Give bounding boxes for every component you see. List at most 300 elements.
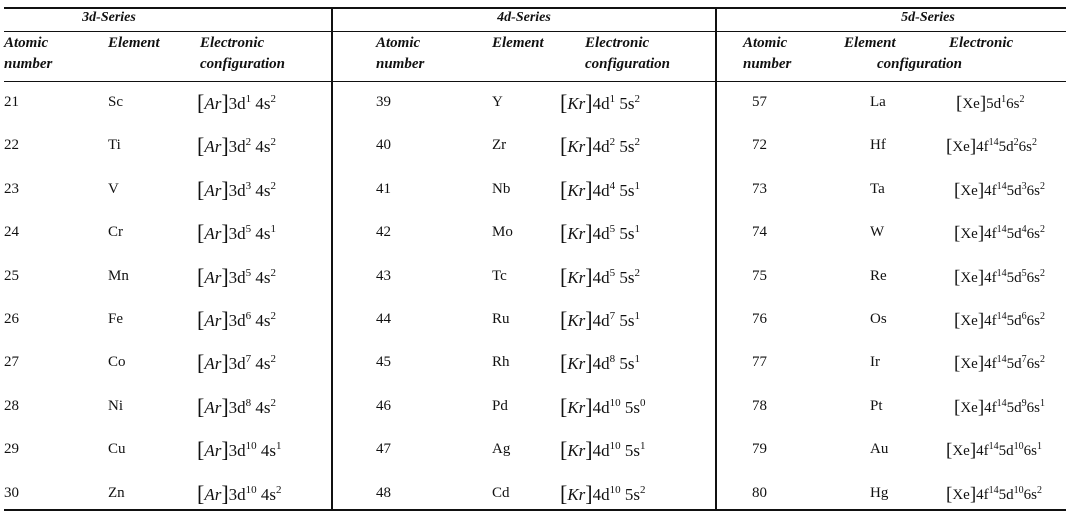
electronic-configuration bbox=[946, 483, 1042, 505]
electronic-configuration bbox=[197, 480, 282, 506]
top-rule bbox=[4, 7, 1066, 9]
f-orbital: 4f bbox=[984, 356, 997, 373]
d-orbital: 5d bbox=[1006, 313, 1022, 329]
d-orbital: 4d bbox=[592, 484, 610, 504]
atomic-number: 80 bbox=[752, 484, 767, 501]
f-count: 14 bbox=[996, 267, 1007, 279]
bracket-open: [ bbox=[197, 437, 205, 463]
core-symbol: Ar bbox=[204, 267, 222, 287]
s-count: 2 bbox=[276, 483, 282, 496]
element-symbol: Zn bbox=[108, 484, 125, 501]
bracket-open: [ bbox=[560, 480, 568, 506]
atomic-number: 25 bbox=[4, 267, 19, 284]
atomic-number: 26 bbox=[4, 311, 19, 327]
d-count: 5 bbox=[245, 266, 252, 279]
s-count: 2 bbox=[270, 396, 277, 409]
atomic-number: 30 bbox=[4, 484, 19, 501]
bracket-open: [ bbox=[560, 393, 568, 419]
bracket-open: [ bbox=[197, 176, 205, 202]
core-symbol: Xe bbox=[960, 399, 978, 416]
d-orbital: 4d bbox=[592, 311, 610, 330]
col-header-atomic-number-5d bbox=[743, 33, 791, 75]
d-orbital: 4d bbox=[592, 224, 610, 244]
col-header-config-3d bbox=[200, 33, 285, 75]
s-orbital: 4s bbox=[255, 354, 271, 374]
d-count: 10 bbox=[609, 396, 621, 409]
element-symbol: Hf bbox=[870, 137, 886, 154]
f-orbital: 4f bbox=[984, 313, 997, 329]
s-count: 2 bbox=[270, 310, 277, 322]
bracket-close: ] bbox=[585, 307, 593, 332]
f-count: 14 bbox=[996, 311, 1007, 322]
s-orbital: 5s bbox=[619, 94, 635, 113]
s-orbital: 4s bbox=[255, 137, 271, 157]
d-orbital: 5d bbox=[1006, 269, 1022, 286]
core-symbol: Ar bbox=[204, 484, 222, 504]
bracket-open: [ bbox=[197, 133, 205, 159]
s-orbital: 6s bbox=[1026, 356, 1040, 373]
bracket-close: ] bbox=[221, 133, 229, 159]
bracket-close: ] bbox=[585, 176, 593, 202]
f-count: 14 bbox=[996, 354, 1007, 366]
d-orbital: 5d bbox=[998, 486, 1014, 503]
electronic-configuration bbox=[560, 480, 646, 506]
header-line: Atomic bbox=[743, 35, 788, 51]
atomic-number: 72 bbox=[752, 137, 767, 154]
electronic-configuration bbox=[954, 396, 1045, 418]
bracket-close: ] bbox=[221, 480, 229, 506]
core-symbol: Kr bbox=[567, 267, 586, 287]
element-symbol: Mn bbox=[108, 267, 129, 284]
d-count: 4 bbox=[1021, 224, 1027, 236]
element-symbol: Ni bbox=[108, 397, 123, 414]
element-symbol: Ag bbox=[492, 441, 511, 458]
d-count: 1 bbox=[245, 93, 252, 105]
element-symbol: Mo bbox=[492, 224, 513, 241]
s-orbital: 6s bbox=[1026, 399, 1040, 416]
f-orbital: 4f bbox=[976, 139, 989, 156]
atomic-number: 75 bbox=[752, 267, 767, 284]
core-symbol: Ar bbox=[204, 354, 222, 374]
core-symbol: Kr bbox=[567, 94, 586, 113]
electronic-configuration bbox=[954, 266, 1045, 288]
bracket-close: ] bbox=[979, 93, 987, 114]
bracket-close: ] bbox=[221, 437, 229, 463]
bracket-open: [ bbox=[954, 353, 961, 375]
bracket-close: ] bbox=[585, 220, 593, 246]
bracket-close: ] bbox=[221, 90, 229, 115]
atomic-number: 44 bbox=[376, 311, 391, 327]
core-symbol: Kr bbox=[567, 397, 586, 417]
electronic-configuration bbox=[197, 219, 276, 245]
d-orbital: 5d bbox=[1006, 356, 1022, 373]
s-count: 2 bbox=[634, 93, 640, 105]
atomic-number: 27 bbox=[4, 354, 19, 371]
f-orbital: 4f bbox=[984, 182, 997, 199]
atomic-number: 45 bbox=[376, 354, 391, 371]
electronic-configuration bbox=[954, 179, 1045, 201]
bracket-open: [ bbox=[954, 310, 961, 331]
d-orbital: 3d bbox=[228, 441, 246, 461]
core-symbol: Kr bbox=[567, 441, 586, 461]
f-orbital: 4f bbox=[976, 486, 989, 503]
atomic-number: 76 bbox=[752, 311, 767, 327]
bracket-open: [ bbox=[946, 440, 953, 462]
d-orbital: 5d bbox=[1006, 182, 1022, 199]
d-count: 10 bbox=[609, 440, 621, 453]
bracket-open: [ bbox=[954, 266, 961, 288]
bracket-open: [ bbox=[560, 90, 568, 115]
bracket-open: [ bbox=[197, 220, 205, 246]
atomic-number: 43 bbox=[376, 267, 391, 284]
d-count: 1 bbox=[1001, 94, 1007, 105]
d-orbital: 4d bbox=[592, 94, 610, 113]
bracket-close: ] bbox=[969, 483, 977, 505]
element-symbol: Ir bbox=[870, 354, 880, 371]
core-symbol: Ar bbox=[204, 441, 222, 461]
s-orbital: 5s bbox=[619, 180, 635, 200]
electronic-configuration bbox=[197, 306, 276, 332]
bracket-close: ] bbox=[221, 220, 229, 246]
col-header-config-5d: Electronic bbox=[949, 35, 1014, 51]
element-symbol: Pt bbox=[870, 397, 883, 414]
d-count: 10 bbox=[1013, 441, 1024, 453]
s-count: 2 bbox=[1037, 484, 1042, 496]
s-orbital: 6s bbox=[1023, 443, 1037, 460]
f-count: 14 bbox=[988, 441, 999, 453]
col-header-atomic-number-4d bbox=[376, 33, 424, 75]
atomic-number: 39 bbox=[376, 94, 391, 110]
s-orbital: 6s bbox=[1026, 226, 1040, 243]
core-symbol: Xe bbox=[960, 182, 978, 199]
bracket-open: [ bbox=[954, 223, 961, 245]
header-line: number bbox=[743, 56, 792, 72]
d-orbital: 5d bbox=[986, 96, 1002, 112]
bracket-close: ] bbox=[585, 133, 593, 159]
s-orbital: 5s bbox=[624, 441, 640, 461]
bracket-close: ] bbox=[585, 90, 593, 115]
electronic-configuration bbox=[954, 222, 1045, 244]
atomic-number: 28 bbox=[4, 397, 19, 414]
element-symbol: W bbox=[870, 224, 885, 241]
s-orbital: 4s bbox=[255, 180, 271, 200]
d-orbital: 5d bbox=[1006, 399, 1022, 416]
f-orbital: 4f bbox=[984, 399, 997, 416]
atomic-number: 57 bbox=[752, 94, 767, 110]
bracket-open: [ bbox=[197, 307, 205, 332]
core-symbol: Kr bbox=[567, 311, 586, 330]
col-header-config-4d bbox=[585, 33, 670, 75]
s-count: 1 bbox=[634, 310, 640, 322]
s-count: 2 bbox=[634, 136, 640, 149]
core-symbol: Kr bbox=[567, 224, 586, 244]
d-count: 2 bbox=[245, 136, 252, 149]
electronic-configuration bbox=[197, 89, 276, 115]
s-count: 2 bbox=[270, 179, 277, 192]
atomic-number: 29 bbox=[4, 441, 19, 458]
atomic-number: 21 bbox=[4, 94, 19, 110]
s-count: 2 bbox=[1040, 224, 1045, 236]
s-count: 1 bbox=[1037, 441, 1042, 453]
core-symbol: Xe bbox=[960, 226, 978, 243]
bracket-close: ] bbox=[969, 136, 977, 158]
divider-3d-4d bbox=[331, 7, 333, 511]
s-count: 2 bbox=[634, 266, 640, 279]
d-orbital: 4d bbox=[592, 397, 610, 417]
col-header-atomic-number-3d bbox=[4, 33, 52, 75]
core-symbol: Kr bbox=[567, 484, 586, 504]
element-symbol: Cd bbox=[492, 484, 510, 501]
atomic-number: 22 bbox=[4, 137, 19, 154]
s-count: 2 bbox=[270, 136, 277, 149]
d-count: 8 bbox=[245, 396, 252, 409]
s-count: 1 bbox=[634, 353, 640, 366]
d-count: 8 bbox=[609, 353, 616, 366]
electronic-configuration bbox=[946, 439, 1042, 461]
s-orbital: 6s bbox=[1026, 269, 1040, 286]
d-count: 5 bbox=[1021, 267, 1027, 279]
header-line: Electronic bbox=[585, 35, 650, 51]
electronic-configuration bbox=[954, 309, 1045, 331]
d-count: 2 bbox=[609, 136, 616, 149]
d-count: 5 bbox=[609, 223, 616, 236]
element-symbol: Tc bbox=[492, 267, 507, 284]
col-header-element-3d: Element bbox=[108, 35, 160, 51]
core-symbol: Xe bbox=[952, 443, 970, 460]
bracket-open: [ bbox=[954, 396, 961, 418]
element-symbol: Ru bbox=[492, 311, 510, 327]
d-orbital: 3d bbox=[228, 94, 246, 113]
electronic-configuration bbox=[197, 393, 276, 419]
d-count: 7 bbox=[245, 353, 252, 366]
bracket-close: ] bbox=[221, 176, 229, 202]
atomic-number: 46 bbox=[376, 397, 391, 414]
element-symbol: Hg bbox=[870, 484, 889, 501]
s-orbital: 4s bbox=[255, 397, 271, 417]
bracket-close: ] bbox=[585, 350, 593, 376]
electronic-configuration bbox=[197, 349, 276, 375]
header-line: number bbox=[4, 56, 53, 72]
bracket-open: [ bbox=[197, 480, 205, 506]
element-symbol: Au bbox=[870, 441, 889, 458]
bracket-close: ] bbox=[977, 310, 985, 331]
bracket-open: [ bbox=[560, 263, 568, 289]
bracket-close: ] bbox=[221, 263, 229, 289]
d-count: 7 bbox=[609, 310, 616, 322]
s-count: 1 bbox=[276, 440, 282, 453]
d-count: 10 bbox=[245, 483, 257, 496]
s-orbital: 5s bbox=[624, 484, 640, 504]
f-count: 14 bbox=[996, 397, 1007, 409]
series-title-rule bbox=[4, 31, 1066, 32]
element-symbol: Sc bbox=[108, 94, 123, 110]
element-symbol: La bbox=[870, 94, 886, 110]
d-orbital: 3d bbox=[228, 484, 246, 504]
s-count: 1 bbox=[270, 223, 277, 236]
atomic-number: 73 bbox=[752, 180, 767, 197]
bracket-close: ] bbox=[585, 437, 593, 463]
electronic-configuration bbox=[956, 92, 1025, 114]
electronic-configuration bbox=[560, 132, 640, 158]
s-count: 1 bbox=[634, 179, 640, 192]
d-orbital: 5d bbox=[998, 443, 1014, 460]
d-orbital: 3d bbox=[228, 180, 246, 200]
s-count: 2 bbox=[640, 483, 646, 496]
atomic-number: 78 bbox=[752, 397, 767, 414]
electronic-configuration bbox=[560, 306, 640, 332]
bracket-close: ] bbox=[977, 223, 985, 245]
core-symbol: Ar bbox=[204, 137, 222, 157]
f-count: 14 bbox=[988, 137, 999, 149]
core-symbol: Ar bbox=[204, 311, 222, 330]
electronic-configuration bbox=[560, 436, 646, 462]
s-count: 2 bbox=[270, 353, 277, 366]
d-count: 9 bbox=[1021, 397, 1027, 409]
bracket-close: ] bbox=[221, 307, 229, 332]
bracket-open: [ bbox=[197, 90, 205, 115]
s-orbital: 6s bbox=[1018, 139, 1032, 156]
s-orbital: 4s bbox=[255, 267, 271, 287]
s-count: 1 bbox=[640, 440, 646, 453]
electronic-configuration bbox=[946, 135, 1037, 157]
col-header-element-5d: Element bbox=[844, 35, 896, 51]
header-line: Atomic bbox=[4, 35, 49, 51]
d-orbital: 4d bbox=[592, 137, 610, 157]
atomic-number: 48 bbox=[376, 484, 391, 501]
bracket-open: [ bbox=[560, 350, 568, 376]
d-orbital: 3d bbox=[228, 137, 246, 157]
electronic-configuration bbox=[560, 349, 640, 375]
bracket-open: [ bbox=[560, 220, 568, 246]
bracket-open: [ bbox=[946, 483, 953, 505]
f-count: 14 bbox=[996, 180, 1007, 192]
bracket-open: [ bbox=[197, 350, 205, 376]
bracket-open: [ bbox=[560, 133, 568, 159]
bracket-close: ] bbox=[977, 396, 985, 418]
element-symbol: Os bbox=[870, 311, 887, 327]
electronic-configuration bbox=[954, 352, 1045, 374]
f-orbital: 4f bbox=[984, 226, 997, 243]
electronic-configuration bbox=[197, 263, 276, 289]
header-line: Electronic bbox=[200, 35, 265, 51]
col-header-config-5d-line2: configuration bbox=[877, 56, 963, 72]
element-symbol: Cr bbox=[108, 224, 123, 241]
s-count: 2 bbox=[1040, 311, 1045, 322]
d-count: 10 bbox=[609, 483, 621, 496]
d-orbital: 5d bbox=[1006, 226, 1022, 243]
atomic-number: 40 bbox=[376, 137, 391, 154]
s-count: 2 bbox=[1040, 354, 1045, 366]
s-orbital: 6s bbox=[1023, 486, 1037, 503]
s-count: 1 bbox=[634, 223, 640, 236]
bracket-close: ] bbox=[585, 393, 593, 419]
f-count: 14 bbox=[996, 224, 1007, 236]
element-symbol: Ti bbox=[108, 137, 121, 154]
atomic-number: 77 bbox=[752, 354, 767, 371]
s-count: 2 bbox=[1032, 137, 1037, 149]
bracket-close: ] bbox=[585, 263, 593, 289]
f-orbital: 4f bbox=[976, 443, 989, 460]
s-orbital: 5s bbox=[619, 137, 635, 157]
element-symbol: V bbox=[108, 180, 119, 197]
bracket-close: ] bbox=[585, 480, 593, 506]
d-orbital: 3d bbox=[228, 224, 246, 244]
element-symbol: Fe bbox=[108, 311, 123, 327]
core-symbol: Ar bbox=[204, 94, 222, 113]
d-orbital: 4d bbox=[592, 180, 610, 200]
element-symbol: Cu bbox=[108, 441, 126, 458]
header-line: configuration bbox=[585, 56, 671, 72]
d-count: 1 bbox=[609, 93, 616, 105]
s-count: 2 bbox=[1019, 94, 1025, 105]
bracket-open: [ bbox=[560, 176, 568, 202]
element-symbol: Re bbox=[870, 267, 887, 284]
s-orbital: 5s bbox=[619, 311, 635, 330]
core-symbol: Ar bbox=[204, 224, 222, 244]
core-symbol: Kr bbox=[567, 137, 586, 157]
s-orbital: 4s bbox=[255, 94, 271, 113]
bracket-close: ] bbox=[977, 266, 985, 288]
bracket-open: [ bbox=[956, 93, 963, 114]
element-symbol: Y bbox=[492, 94, 503, 110]
s-orbital: 6s bbox=[1006, 96, 1020, 112]
d-count: 4 bbox=[609, 179, 616, 192]
s-count: 0 bbox=[640, 396, 646, 409]
element-symbol: Zr bbox=[492, 137, 507, 154]
electronic-configuration bbox=[560, 89, 640, 115]
electronic-configuration bbox=[560, 263, 640, 289]
core-symbol: Ar bbox=[204, 397, 222, 417]
core-symbol: Xe bbox=[952, 486, 970, 503]
electronic-configuration bbox=[197, 436, 282, 462]
s-orbital: 4s bbox=[260, 441, 277, 461]
s-count: 2 bbox=[1040, 180, 1045, 192]
atomic-number: 24 bbox=[4, 224, 19, 241]
d-orbital: 3d bbox=[228, 311, 246, 330]
bracket-open: [ bbox=[197, 393, 205, 419]
d-count: 6 bbox=[1021, 311, 1027, 322]
core-symbol: Kr bbox=[567, 180, 586, 200]
bracket-open: [ bbox=[954, 179, 961, 201]
electron-configuration-table bbox=[4, 7, 1066, 512]
s-orbital: 6s bbox=[1026, 182, 1040, 199]
d-orbital: 4d bbox=[592, 267, 610, 287]
bracket-close: ] bbox=[221, 350, 229, 376]
bottom-rule bbox=[4, 509, 1066, 511]
s-orbital: 5s bbox=[619, 354, 635, 374]
element-symbol: Co bbox=[108, 354, 126, 371]
header-line: configuration bbox=[200, 56, 286, 72]
core-symbol: Ar bbox=[204, 180, 222, 200]
header-rule bbox=[4, 81, 1066, 82]
bracket-close: ] bbox=[221, 393, 229, 419]
col-header-element-4d: Element bbox=[492, 35, 544, 51]
element-symbol: Ta bbox=[870, 180, 885, 197]
d-orbital: 4d bbox=[592, 441, 610, 461]
bracket-open: [ bbox=[946, 136, 953, 158]
s-count: 2 bbox=[270, 93, 277, 105]
d-orbital: 3d bbox=[228, 267, 246, 287]
bracket-open: [ bbox=[560, 437, 568, 463]
s-orbital: 6s bbox=[1026, 313, 1040, 329]
electronic-configuration bbox=[560, 219, 640, 245]
element-symbol: Nb bbox=[492, 180, 511, 197]
bracket-close: ] bbox=[977, 353, 985, 375]
element-symbol: Pd bbox=[492, 397, 508, 414]
atomic-number: 41 bbox=[376, 180, 391, 197]
divider-4d-5d bbox=[715, 7, 717, 511]
atomic-number: 79 bbox=[752, 441, 767, 458]
